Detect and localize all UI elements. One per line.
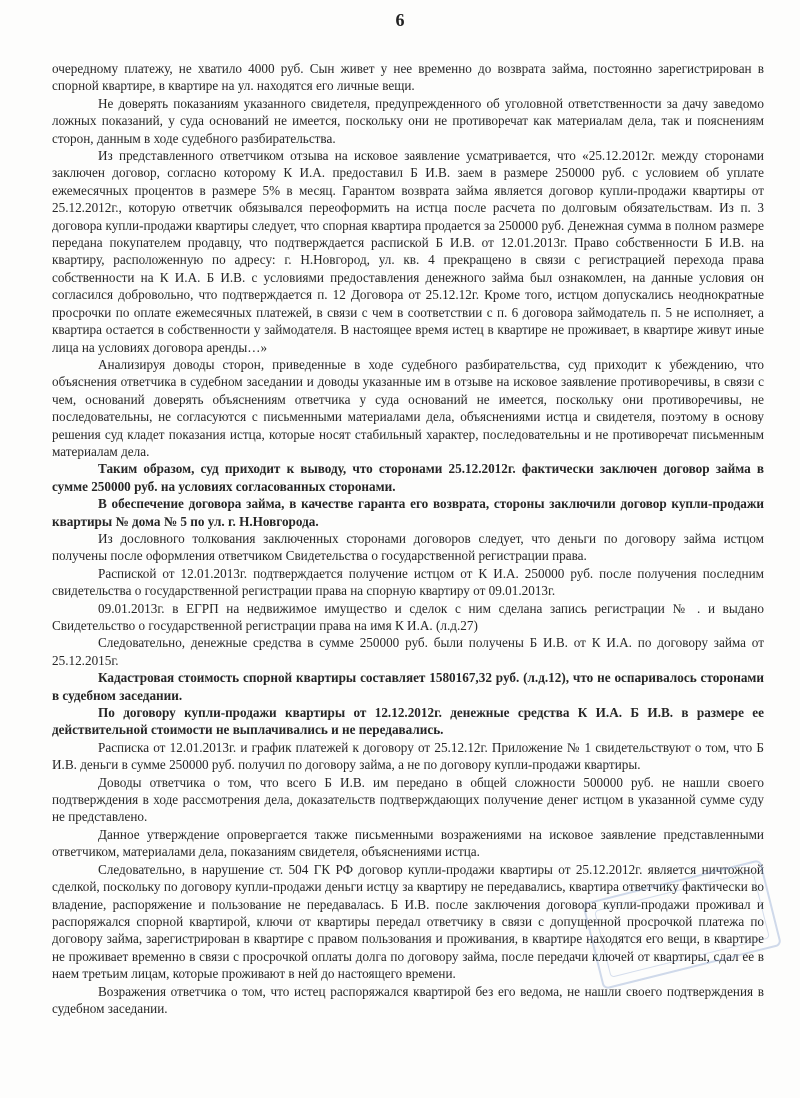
paragraph: По договору купли-продажи квартиры от 12.12.2012г. денежные средства К И.А. Б И.В. в размере ее действительной стоимости не выплачивались и не передавались. (52, 705, 764, 738)
paragraph: Из представленного ответчиком отзыва на исковое заявление усматривается, что «25.12.2012г. между сторонами заключен договор, согласно которому К И.А. предоставил Б И.В. заем в размере 250000 руб. с условием об уплате ежемесячных процентов в размере 5% в месяц. Гарантом возврата займа является договор купли-продажи квартиры от 25.12.2012г., которую ответчик обязывался переоформить на истца после расчета по долговым обязательствам. Из п. 3 договора купли-продажи квартиры следует, что спорная квартира продается за 250000 руб. Денежная сумма в полном размере передана покупателем продавцу, что подтверждается распиской Б И.В. от 12.01.2013г. Право собственности Б И.В. на квартиру, расположенную по адресу: г. Н.Новгород, ул. кв. 4 прекращено в связи с регистрацией перехода права собственности на К И.А. Б И.В. с условиями предоставления денежного займа был ознакомлен, на данные условия он согласился добровольно, что подтверждается п. 12 Договора от 25.12.12г. Кроме того, истцом допускались неоднократные просрочки по оплате ежемесячных платежей, в связи с чем в соответствии с п. 6 договора займодатель п. 5 не исполняет, а квартира остается в собственности у займодателя. В настоящее время истец в квартире не проживает, в квартире живут иные лица на условиях договора аренды…» (52, 148, 764, 355)
paragraph: Следовательно, денежные средства в сумме 250000 руб. были получены Б И.В. от К И.А. по договору займа от 25.12.2015г. (52, 635, 764, 668)
paragraph: Распиской от 12.01.2013г. подтверждается получение истцом от К И.А. 250000 руб. после получения последним свидетельства о государственной регистрации права на спорную квартиру от 09.01.2013г. (52, 565, 764, 599)
paragraph: Расписка от 12.01.2013г. и график платежей к договору от 25.12.12г. Приложение № 1 свидетельствуют о том, что Б И.В. деньги в сумме 250000 руб. получил по договору займа, а не по договору купли-продажи квартиры. (52, 739, 764, 773)
paragraph: Таким образом, суд приходит к выводу, что сторонами 25.12.2012г. фактически заключен договор займа в сумме 250000 руб. на условиях согласованных сторонами. (52, 461, 764, 494)
paragraph: В обеспечение договора займа, в качестве гаранта его возврата, стороны заключили договор купли-продажи квартиры № дома № 5 по ул. г. Н.Новгорода. (52, 496, 764, 529)
paragraph: 09.01.2013г. в ЕГРП на недвижимое имущество и сделок с ним сделана запись регистрации № . и выдано Свидетельство о государственной регистрации права на имя К И.А. (л.д.27) (52, 600, 764, 633)
page-number: 6 (395, 10, 405, 30)
paragraph: Из дословного толкования заключенных сторонами договоров следует, что деньги по договору займа истцом получены после оформления ответчиком Свидетельства о государственной регистрации права. (52, 530, 764, 564)
paragraph: очередному платежу, не хватило 4000 руб. Сын живет у нее временно до возврата займа, постоянно зарегистрирован в спорной квартире, в квартире на ул. находятся его личные вещи. (52, 61, 764, 94)
paragraph: Кадастровая стоимость спорной квартиры составляет 1580167,32 руб. (л.д.12), что не оспаривалось сторонами в судебном заседании. (52, 670, 764, 703)
paragraph: Анализируя доводы сторон, приведенные в ходе судебного разбирательства, суд приходит к убеждению, что объяснения ответчика в судебном заседании и доводы указанные им в отзыве на исковое заявление противоречивы, в связи с чем, оснований доверять объяснениям ответчика у суда оснований не имеется, поскольку они противоречивы, не последовательны, не согласуются с письменными материалами дела, объяснениями истца и свидетеля, поэтому в основу решения суд кладет показания истца, которые носят стабильный характер, последовательны и не противоречат письменным материалам дела. (52, 356, 764, 459)
paragraph: Не доверять показаниям указанного свидетеля, предупрежденного об уголовной ответственности за дачу заведомо ложных показаний, у суда оснований не имеется, поскольку они не противоречат как материалам дела, так и пояснениям сторон, данным в ходе судебного разбирательства. (52, 95, 764, 146)
paragraph: Данное утверждение опровергается также письменными возражениями на исковое заявление представленными ответчиком, материалами дела, показаниям свидетеля, объяснениями истца. (52, 826, 764, 860)
paragraph: Доводы ответчика о том, что всего Б И.В. им передано в общей сложности 500000 руб. не нашли своего подтверждения в ходе рассмотрения дела, доказательств подтверждающих получение денег истцом в указанной сумме суду не представлено. (52, 774, 764, 825)
paragraph: Возражения ответчика о том, что истец распоряжался квартирой без его ведома, не нашли своего подтверждения в судебном заседании. (52, 983, 764, 1016)
paragraph: Следовательно, в нарушение ст. 504 ГК РФ договор купли-продажи квартиры от 25.12.2012г. является ничтожной сделкой, поскольку по договору купли-продажи деньги истцу за квартиру не передавались, квартира ответчику фактически во владение, распоряжение и пользование не передавалась. Б И.В. после заключения договора купли-продажи проживал и распоряжался спорной квартирой, ключи от квартиры передал ответчику в связи с допущенной просрочкой платежа по договору займа, зарегистрирован в квартире с правом пользования и проживания, в квартире находятся его вещи, в квартире не проживает временно в связи с просрочкой оплаты долга по договору займа, после передачи ключей от квартиры, сдал ее в наем третьим лицам, которые проживают в ней до настоящего времени. (52, 861, 764, 982)
document-body (52, 60, 764, 1017)
